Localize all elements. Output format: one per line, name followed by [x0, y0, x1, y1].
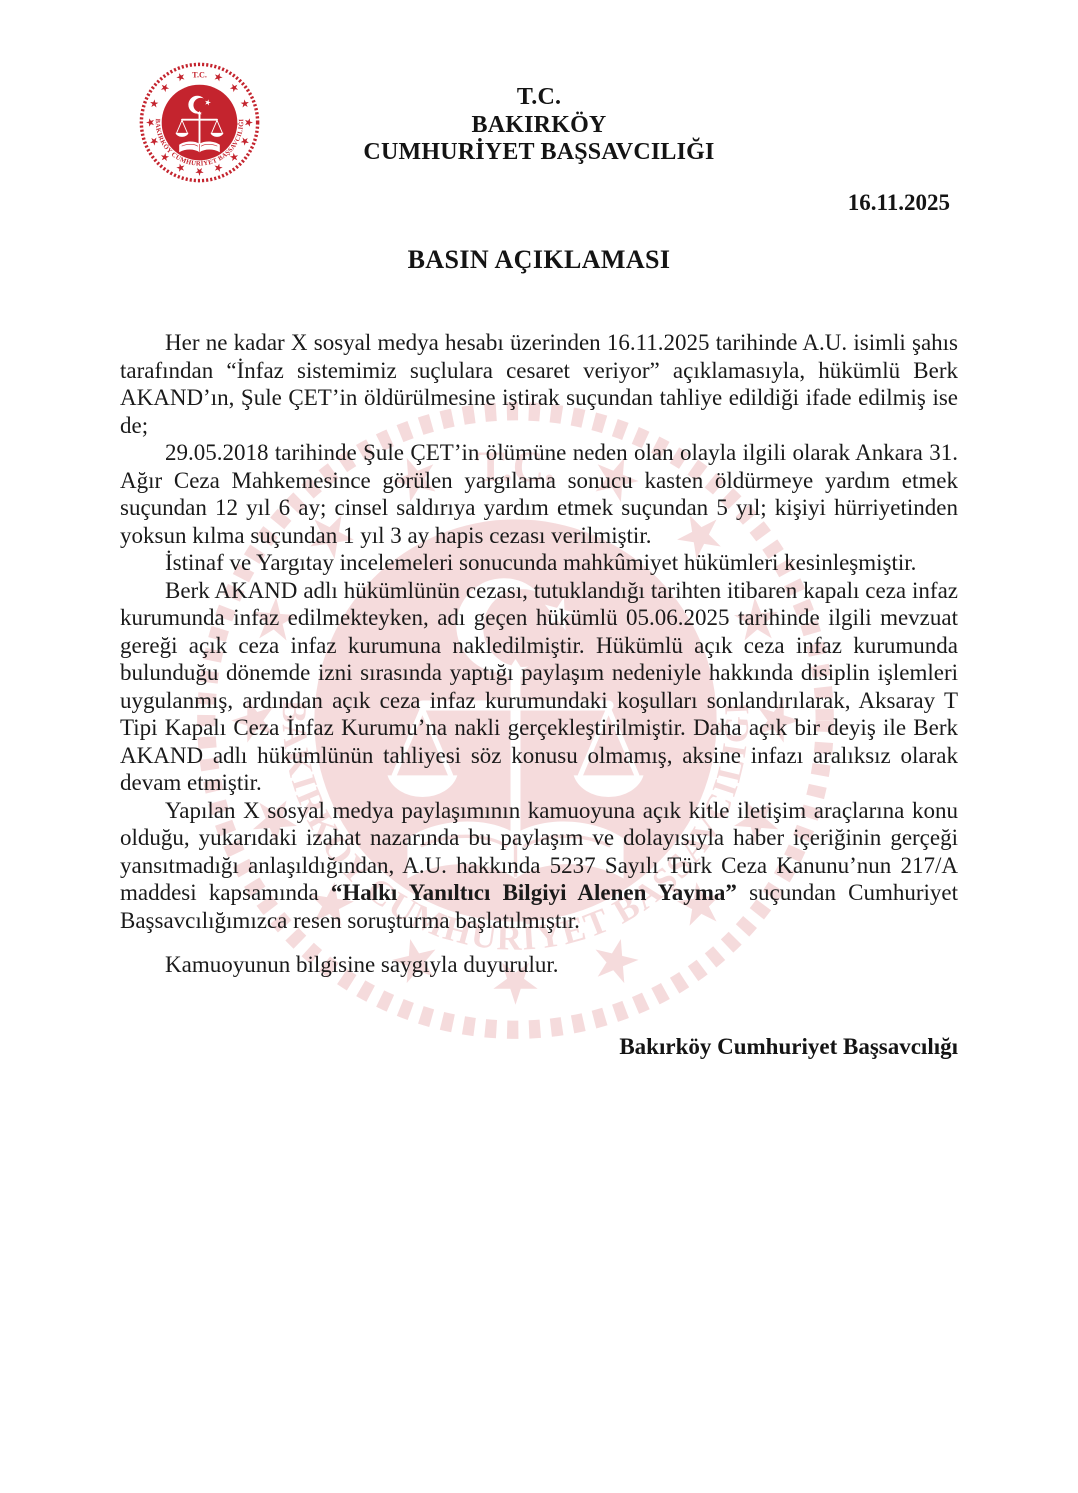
letterhead-line-tc: T.C.: [516, 84, 562, 110]
letterhead-line-office: CUMHURİYET BAŞSAVCILIĞI: [363, 139, 715, 165]
signature: Bakırköy Cumhuriyet Başsavcılığı: [619, 1033, 958, 1059]
document-body: [120, 329, 958, 1060]
letterhead-line-city: BAKIRKÖY: [471, 111, 607, 138]
document-date: 16.11.2025: [847, 190, 950, 215]
paragraph: Her ne kadar X sosyal medya hesabı üzerinden 16.11.2025 tarihinde A.U. isimli şahıs tarafından “İnfaz sistemimiz suçlulara cesaret veriyor” açıklamasıyla, hükümlü Berk AKAND’ın, Şule ÇET’in öldürülmesine iştirak suçundan tahliye edildiği ifade edilmiş ise de;: [120, 330, 958, 438]
paragraph-text: Yapılan X sosyal medya paylaşımının kamuoyuna açık kitle iletişim araçlarına konu olduğu, yukarıdaki izahat nazarında bu paylaşım ve dolayısıyla haber içeriğinin gerçeği yansıtmadığı anlaşıldığından, A.U. hakkında 5237 Sayılı Türk Ceza Kanunu’nun 217/A maddesi kapsamında: [120, 797, 958, 905]
paragraph-text: suçundan Cumhuriyet Başsavcılığımızca resen soruşturma başlatılmıştır.: [120, 880, 958, 933]
charge-name-bold: “Halkı Yanıltıcı Bilgiyi Alenen Yayma”: [330, 880, 737, 905]
paragraph: İstinaf ve Yargıtay incelemeleri sonucunda mahkûmiyet hükümleri kesinleşmiştir.: [165, 550, 917, 575]
document-title: BASIN AÇIKLAMASI: [407, 245, 671, 274]
paragraph: Berk AKAND adlı hükümlünün cezası, tutuklandığı tarihten itibaren kapalı ceza infaz kurumunda infaz edilmekteyken, adı geçen hükümlü 05.06.2025 tarihinde ilgili mevzuat gereği açık ceza infaz kurumuna nakledilmiştir. Hükümlü açık ceza infaz kurumunda bulunduğu dönemde izni sırasında yaptığı paylaşım nedeniyle hakkında disiplin işlemleri uygulanmış, ardından açık ceza infaz kurumundaki koşulları sonlandırılarak, Aksaray T Tipi Kapalı Ceza İnfaz Kurumu’na nakli gerçekleştirilmiştir. Daha açık bir deyiş ile Berk AKAND adlı hükümlünün tahliyesi söz konusu olmamış, aksine infazı aralıksız olarak devam etmiştir.: [120, 577, 958, 795]
paragraph: 29.05.2018 tarihinde Şule ÇET’in ölümüne neden olan olayla ilgili olarak Ankara 31. Ağır Ceza Mahkemesince görülen yargılama sonucu kasten öldürmeye yardım etmek suçundan 12 yıl 6 ay; cinsel saldırıya yardım etmek suçundan 5 yıl; kişiyi hürriyetinden yoksun kılma suçundan 1 yıl 3 ay hapis cezası verilmiştir.: [120, 440, 958, 548]
letterhead: [0, 84, 1078, 167]
paragraph: [120, 797, 958, 935]
closing-statement: Kamuoyunun bilgisine saygıyla duyurulur.: [165, 952, 559, 977]
